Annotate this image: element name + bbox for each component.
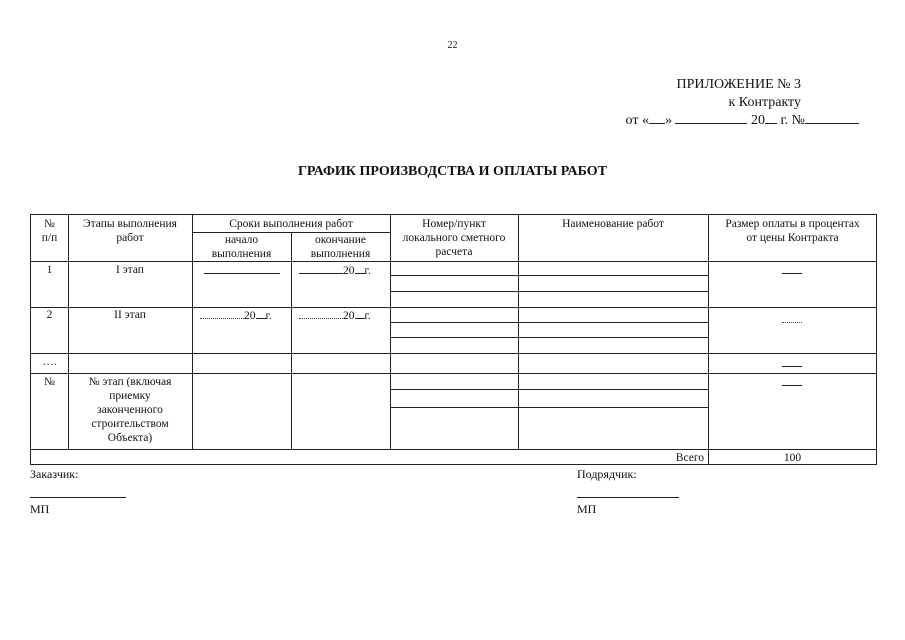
customer-label: Заказчик: [30, 467, 79, 481]
header-start: начало выполнения [211, 234, 272, 260]
row-3-payment-blank[interactable] [782, 356, 802, 371]
row-2-end-date[interactable]: 20 г. [299, 308, 371, 323]
header-num: № п/п [41, 218, 58, 244]
row-1-stage: I этап [116, 264, 144, 276]
row-2-start-date[interactable]: 20 г. [200, 308, 272, 323]
header-stages: Этапы выполнения работ [83, 218, 177, 244]
row-1-start-blank[interactable] [204, 263, 280, 278]
annex-subtitle: к Контракту [728, 95, 801, 110]
row-4-payment-blank[interactable] [782, 375, 802, 390]
header-end: окончание выполнения [310, 234, 371, 260]
customer-stamp: МП [30, 502, 50, 516]
row-1-num: 1 [46, 264, 53, 276]
row-1-end-date[interactable]: 20 г. [299, 263, 371, 278]
total-label: Всего [675, 452, 704, 464]
header-estimate: Номер/пункт локального сметного расчета [402, 218, 506, 258]
contractor-signature-line[interactable] [577, 497, 679, 498]
row-3-num: …. [42, 356, 57, 368]
header-work-name: Наименование работ [562, 218, 664, 230]
header-terms: Сроки выполнения работ [229, 218, 353, 230]
page-number: 22 [447, 40, 458, 51]
contractor-label: Подрядчик: [577, 467, 637, 481]
row-1-payment-blank[interactable] [782, 263, 802, 278]
document-title: ГРАФИК ПРОИЗВОДСТВА И ОПЛАТЫ РАБОТ [298, 164, 607, 179]
header-payment: Размер оплаты в процентах от цены Контракта [725, 218, 860, 244]
contractor-stamp: МП [577, 502, 597, 516]
row-4-num: № [44, 376, 55, 388]
row-4-stage: № этап (включая приемку законченного строительством Объекта) [88, 376, 172, 444]
total-value: 100 [783, 452, 802, 464]
row-2-num: 2 [46, 309, 53, 321]
schedule-table [30, 214, 877, 465]
row-2-stage: II этап [114, 309, 146, 321]
row-2-payment-blank[interactable] [782, 312, 802, 327]
annex-reference: от « » 20 г. № [626, 113, 859, 129]
annex-title: ПРИЛОЖЕНИЕ № 3 [676, 77, 801, 92]
customer-signature-line[interactable] [30, 497, 126, 498]
